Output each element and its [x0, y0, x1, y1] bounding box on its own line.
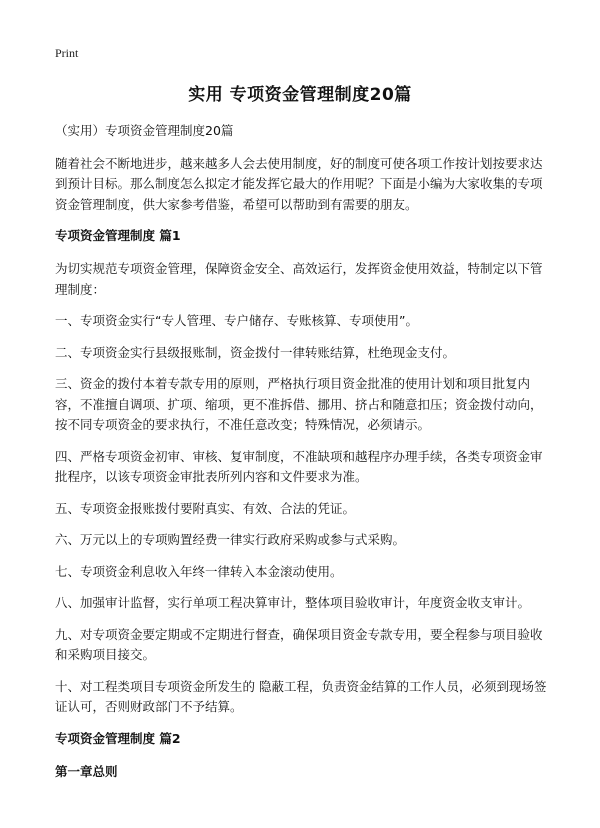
print-link[interactable]: Print	[55, 46, 79, 60]
rule-item-3: 三、资金的拨付本着专款专用的原则，严格执行项目资金批准的使用计划和项目批复内容，不准擅自调项、扩项、缩项，更不准拆借、挪用、挤占和随意扣压；资金拨付动向，按不同专项资金的要求执行，不准任意改变；特殊情况，必须请示。	[55, 376, 543, 432]
section1-lead-paragraph: 为切实规范专项资金管理，保障资金安全、高效运行，发挥资金使用效益，特制定以下管理制度：	[55, 261, 543, 297]
intro-paragraph: 随着社会不断地进步，越来越多人会去使用制度，好的制度可使各项工作按计划按要求达到预计目标。那么制度怎么拟定才能发挥它最大的作用呢？下面是小编为大家收集的专项资金管理制度，供大家参考借鉴，希望可以帮助到有需要的朋友。	[55, 155, 543, 212]
page-title: 实用 专项资金管理制度20篇	[188, 85, 412, 105]
section-heading-1: 专项资金管理制度 篇1	[55, 228, 181, 243]
rule-item-9: 九、对专项资金要定期或不定期进行督查，确保项目资金专款专用，要全程参与项目验收和采购项目接交。	[55, 626, 543, 662]
chapter-heading: 第一章总则	[55, 763, 118, 779]
rule-item-8: 八、加强审计监督，实行单项工程决算审计，整体项目验收审计，年度资金收支审计。	[55, 595, 531, 610]
rule-item-6: 六、万元以上的专项购置经费一律实行政府采购或参与式采购。	[55, 532, 406, 547]
rule-item-5: 五、专项资金报账拨付要附真实、有效、合法的凭证。	[55, 500, 356, 516]
rule-item-4: 四、严格专项资金初审、审核、复审制度，不准缺项和越程序办理手续，各类专项资金审批程序，以该专项资金审批表所列内容和文件要求为准。	[55, 448, 543, 484]
rule-item-2: 二、专项资金实行县级报账制，资金拨付一律转账结算，杜绝现金支付。	[55, 344, 456, 360]
section-heading-2: 专项资金管理制度 篇2	[55, 730, 181, 746]
rule-item-10: 十、对工程类项目专项资金所发生的 隐蔽工程，负责资金结算的工作人员，必须到现场签证认可，否则财政部门不予结算。	[55, 678, 547, 714]
rule-item-7: 七、专项资金利息收入年终一律转入本金滚动使用。	[55, 563, 343, 579]
document-body	[55, 121, 550, 782]
document-subtitle: （实用）专项资金管理制度20篇	[55, 123, 234, 138]
rule-item-1: 一、专项资金实行“专人管理、专户储存、专账核算、专项使用”。	[55, 313, 418, 328]
